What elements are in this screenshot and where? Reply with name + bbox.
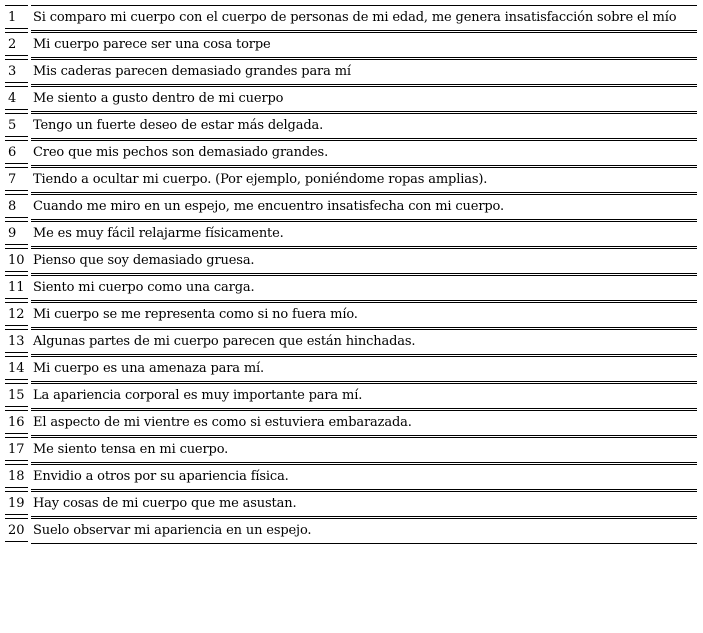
table-row xyxy=(5,59,697,85)
item-number: 12 xyxy=(5,302,28,326)
item-text: Tiendo a ocultar mi cuerpo. (Por ejemplo, poniéndome ropas amplias). xyxy=(31,167,697,193)
item-number: 19 xyxy=(5,491,28,515)
table-row xyxy=(5,32,697,58)
item-text: Mis caderas parecen demasiado grandes para mí xyxy=(31,59,697,85)
item-text: Algunas partes de mi cuerpo parecen que están hinchadas. xyxy=(31,329,697,355)
item-text: Hay cosas de mi cuerpo que me asustan. xyxy=(31,491,697,517)
item-text: Suelo observar mi apariencia en un espejo. xyxy=(31,518,697,544)
table-row xyxy=(5,140,697,166)
table-row xyxy=(5,383,697,409)
questionnaire-table xyxy=(5,5,697,545)
item-number: 10 xyxy=(5,248,28,272)
item-number: 3 xyxy=(5,59,28,83)
table-row xyxy=(5,491,697,517)
item-number: 15 xyxy=(5,383,28,407)
item-number: 20 xyxy=(5,518,28,542)
item-number: 6 xyxy=(5,140,28,164)
table-row xyxy=(5,86,697,112)
item-text: Tengo un fuerte deseo de estar más delgada. xyxy=(31,113,697,139)
item-text: Pienso que soy demasiado gruesa. xyxy=(31,248,697,274)
table-row xyxy=(5,5,697,31)
item-number: 7 xyxy=(5,167,28,191)
table-row xyxy=(5,275,697,301)
item-text: Si comparo mi cuerpo con el cuerpo de personas de mi edad, me genera insatisfacción sobre el mío xyxy=(31,5,697,31)
table-row xyxy=(5,167,697,193)
table-row xyxy=(5,329,697,355)
item-text: Envidio a otros por su apariencia física. xyxy=(31,464,697,490)
table-row xyxy=(5,113,697,139)
item-text: Siento mi cuerpo como una carga. xyxy=(31,275,697,301)
item-number: 16 xyxy=(5,410,28,434)
item-text: Me es muy fácil relajarme físicamente. xyxy=(31,221,697,247)
item-number: 13 xyxy=(5,329,28,353)
item-number: 9 xyxy=(5,221,28,245)
item-text: Mi cuerpo parece ser una cosa torpe xyxy=(31,32,697,58)
item-number: 2 xyxy=(5,32,28,56)
item-text: Mi cuerpo es una amenaza para mí. xyxy=(31,356,697,382)
item-text: La apariencia corporal es muy importante para mí. xyxy=(31,383,697,409)
item-text: Mi cuerpo se me representa como si no fuera mío. xyxy=(31,302,697,328)
table-row xyxy=(5,302,697,328)
item-number: 5 xyxy=(5,113,28,137)
item-number: 14 xyxy=(5,356,28,380)
item-text: Creo que mis pechos son demasiado grandes. xyxy=(31,140,697,166)
item-number: 18 xyxy=(5,464,28,488)
table-row xyxy=(5,410,697,436)
table-row xyxy=(5,437,697,463)
table-row xyxy=(5,248,697,274)
item-number: 11 xyxy=(5,275,28,299)
table-row xyxy=(5,194,697,220)
item-number: 4 xyxy=(5,86,28,110)
item-text: Cuando me miro en un espejo, me encuentro insatisfecha con mi cuerpo. xyxy=(31,194,697,220)
item-text: Me siento a gusto dentro de mi cuerpo xyxy=(31,86,697,112)
item-text: Me siento tensa en mi cuerpo. xyxy=(31,437,697,463)
item-number: 8 xyxy=(5,194,28,218)
table-row xyxy=(5,464,697,490)
table-row xyxy=(5,518,697,544)
item-number: 1 xyxy=(5,5,28,29)
item-text: El aspecto de mi vientre es como si estuviera embarazada. xyxy=(31,410,697,436)
table-row xyxy=(5,356,697,382)
item-number: 17 xyxy=(5,437,28,461)
table-row xyxy=(5,221,697,247)
